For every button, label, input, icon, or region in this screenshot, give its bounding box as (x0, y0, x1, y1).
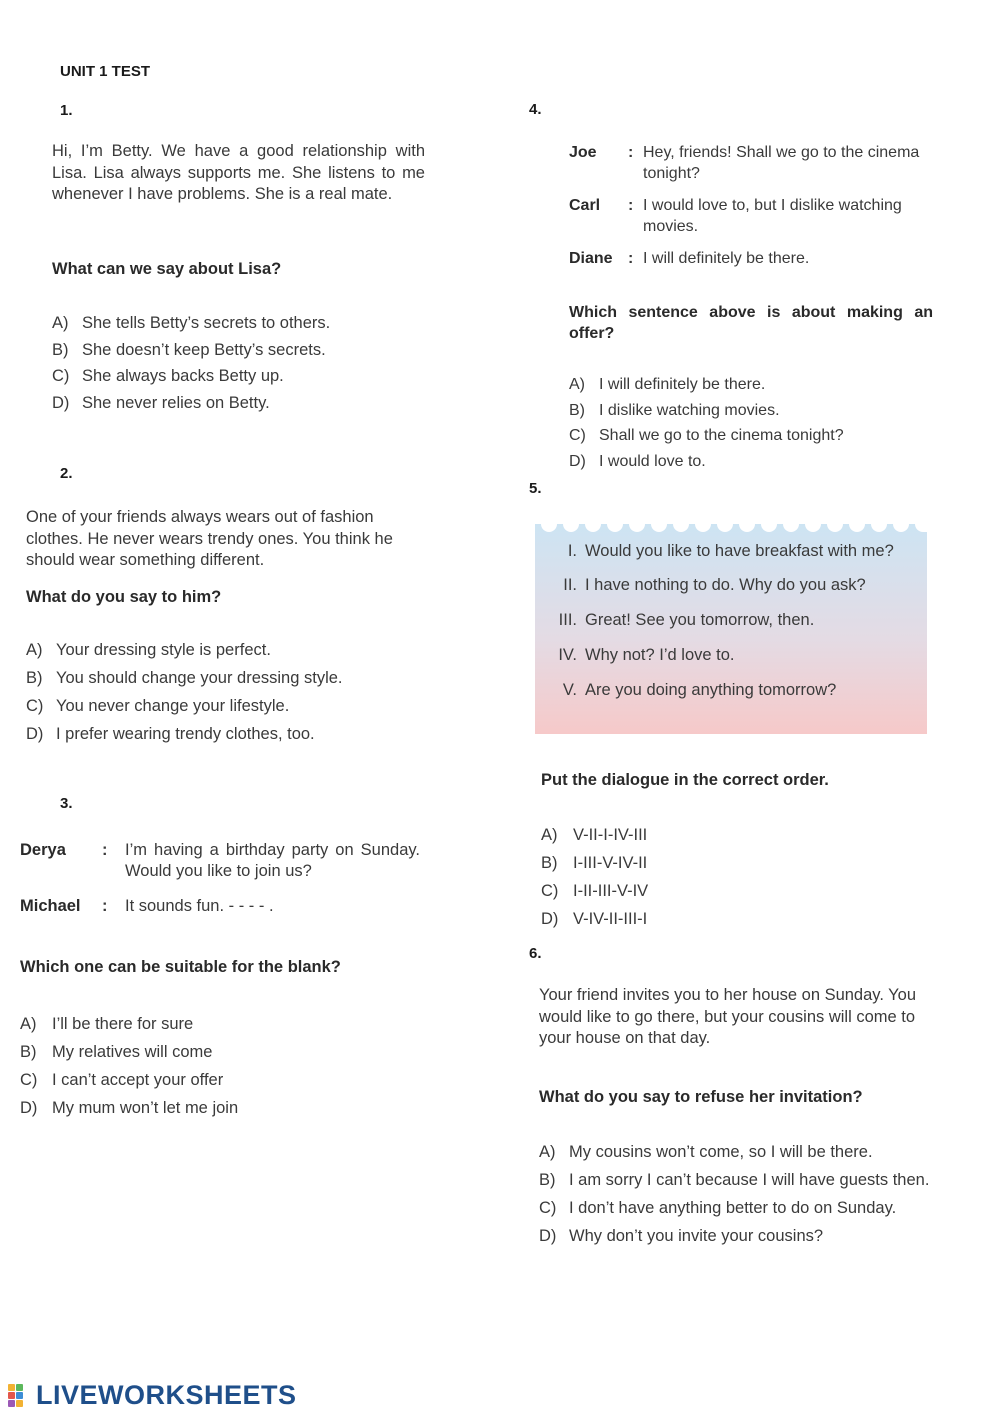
option-label: B) (539, 1171, 556, 1189)
dialogue-line (535, 644, 915, 666)
option-d[interactable] (52, 393, 432, 414)
option-d[interactable] (541, 909, 841, 930)
speaker-colon: : (628, 197, 634, 214)
option-d[interactable] (20, 1098, 400, 1119)
option-text: She doesn’t keep Betty’s secrets. (82, 340, 326, 359)
question-1-passage: Hi, I’m Betty. We have a good relationship with Lisa. Lisa always supports me. She listens to me whenever I have problems. She is a real mate. (52, 142, 425, 203)
question-4-prompt: Which sentence above is about making an offer? (569, 304, 933, 342)
speaker-name: Michael (20, 897, 81, 915)
dialogue-line (535, 679, 915, 701)
question-6-prompt: What do you say to refuse her invitation? (539, 1088, 863, 1106)
option-text: V-IV-II-III-I (573, 910, 648, 928)
option-text: Shall we go to the cinema tonight? (599, 427, 844, 444)
question-1-prompt: What can we say about Lisa? (52, 260, 282, 278)
option-a[interactable] (26, 640, 426, 661)
panel-scallop (629, 516, 645, 532)
option-text: I prefer wearing trendy clothes, too. (56, 725, 315, 743)
option-text: She never relies on Betty. (82, 393, 270, 412)
option-text: She tells Betty’s secrets to others. (82, 314, 331, 332)
option-b[interactable] (26, 668, 426, 689)
speaker-name: Joe (569, 144, 597, 161)
page-title: UNIT 1 TEST (60, 63, 151, 80)
option-c[interactable] (541, 881, 841, 902)
option-text: I-II-III-V-IV (573, 882, 649, 900)
option-label: D) (569, 452, 586, 470)
dialogue-line (569, 248, 933, 269)
dialogue-line (535, 609, 915, 631)
option-label: C) (541, 882, 559, 900)
option-text: You should change your dressing style. (56, 669, 343, 687)
option-text: I am sorry I can’t because I will have guests then. (569, 1171, 930, 1189)
panel-scallop (915, 516, 927, 532)
panel-scallop (673, 516, 689, 532)
option-d[interactable] (26, 724, 426, 745)
question-2-number: 2. (60, 465, 73, 482)
option-c[interactable] (539, 1198, 931, 1219)
question-3-options (20, 1014, 400, 1119)
option-label: D) (52, 393, 70, 412)
option-text: I dislike watching movies. (599, 401, 780, 419)
option-label: A) (26, 641, 43, 659)
option-a[interactable] (541, 825, 841, 846)
panel-scallop (695, 516, 711, 532)
option-text: Why don’t you invite your cousins? (569, 1227, 824, 1245)
option-label: C) (26, 697, 44, 715)
option-label: B) (20, 1043, 37, 1061)
option-c[interactable] (20, 1070, 400, 1091)
line-text: Would you like to have breakfast with me? (585, 542, 894, 560)
panel-scallop (739, 516, 755, 532)
option-label: D) (541, 910, 559, 928)
line-number: V. (562, 681, 577, 699)
option-text: I’ll be there for sure (52, 1015, 194, 1033)
dialogue-line (569, 142, 933, 184)
question-4-number: 4. (529, 101, 542, 118)
option-d[interactable] (569, 451, 933, 472)
dialogue-panel (535, 524, 927, 734)
question-2-prompt: What do you say to him? (26, 588, 222, 606)
option-a[interactable] (539, 1142, 931, 1163)
option-text: My relatives will come (52, 1043, 213, 1061)
speaker-name: Diane (569, 250, 613, 267)
speaker-colon: : (628, 250, 634, 267)
option-a[interactable] (20, 1014, 400, 1035)
dialogue-line (20, 896, 420, 917)
question-3-number: 3. (60, 795, 73, 812)
option-label: B) (26, 669, 43, 687)
question-6-number: 6. (529, 945, 542, 962)
option-label: D) (26, 725, 44, 743)
option-text: I would love to. (599, 452, 706, 470)
line-number: II. (563, 576, 577, 594)
option-label: A) (20, 1015, 37, 1033)
option-label: D) (539, 1227, 557, 1245)
option-b[interactable] (541, 853, 841, 874)
option-label: C) (569, 427, 586, 444)
panel-scallop (871, 516, 887, 532)
question-5-prompt: Put the dialogue in the correct order. (541, 771, 829, 789)
option-label: C) (52, 367, 70, 385)
option-c[interactable] (569, 425, 933, 446)
dialogue-line (535, 540, 915, 562)
panel-scallop (717, 516, 733, 532)
option-text: My cousins won’t come, so I will be there. (569, 1143, 873, 1161)
option-b[interactable] (539, 1170, 931, 1191)
utterance: Hey, friends! Shall we go to the cinema tonight? (643, 144, 920, 182)
option-label: A) (569, 376, 585, 393)
panel-scallop (563, 516, 579, 532)
question-2-passage: One of your friends always wears out of fashion clothes. He never wears trendy ones. You think he should wear something different. (26, 508, 393, 569)
option-label: B) (541, 854, 558, 872)
option-text: I-III-V-IV-II (573, 854, 648, 872)
utterance: It sounds fun. - - - - . (125, 897, 274, 915)
line-number: IV. (558, 646, 577, 664)
speaker-colon: : (102, 897, 108, 915)
option-b[interactable] (52, 340, 432, 361)
speaker-colon: : (102, 841, 108, 859)
panel-scallop (607, 516, 623, 532)
option-label: D) (20, 1099, 38, 1117)
line-text: Why not? I’d love to. (585, 646, 735, 664)
line-text: Great! See you tomorrow, then. (585, 611, 815, 629)
blocks-icon (8, 1384, 34, 1408)
speaker-name: Carl (569, 197, 601, 214)
speaker-colon: : (628, 144, 634, 161)
question-3-dialogue (20, 840, 420, 917)
question-6-passage: Your friend invites you to her house on Sunday. You would like to go there, but your cousins will come to your house on that day. (539, 986, 917, 1047)
panel-scallop (541, 516, 557, 532)
dialogue-line (535, 574, 915, 596)
option-a[interactable] (52, 313, 432, 334)
option-c[interactable] (26, 696, 426, 717)
option-text: Your dressing style is perfect. (56, 641, 271, 659)
option-a[interactable] (569, 374, 933, 395)
utterance: I would love to, but I dislike watching movies. (643, 197, 902, 235)
panel-scallop (893, 516, 909, 532)
option-label: A) (52, 314, 69, 332)
option-text: V-II-I-IV-III (573, 826, 648, 844)
question-1-number: 1. (60, 102, 73, 119)
panel-scallop (761, 516, 777, 532)
question-5-options (541, 825, 841, 930)
panel-scallop (585, 516, 601, 532)
line-number: III. (558, 611, 577, 629)
line-text: Are you doing anything tomorrow? (585, 681, 837, 699)
speaker-name: Derya (20, 841, 66, 859)
logo-text: LIVEWORKSHEETS (36, 1380, 297, 1410)
panel-scallop (849, 516, 865, 532)
panel-scallop (783, 516, 799, 532)
option-label: B) (569, 401, 585, 419)
option-text: You never change your lifestyle. (56, 697, 290, 715)
option-c[interactable] (52, 366, 432, 387)
option-label: B) (52, 340, 69, 359)
option-text: I can’t accept your offer (52, 1071, 224, 1089)
question-4-options (569, 374, 933, 472)
question-4-dialogue (569, 142, 933, 269)
dialogue-lines (535, 540, 915, 701)
option-text: I will definitely be there. (599, 376, 766, 393)
panel-scallop (827, 516, 843, 532)
question-3-prompt: Which one can be suitable for the blank? (20, 958, 341, 976)
option-text: I don’t have anything better to do on Sunday. (569, 1199, 897, 1217)
line-number: I. (567, 542, 577, 560)
question-5-number: 5. (529, 480, 542, 497)
liveworksheets-logo[interactable] (8, 1380, 297, 1411)
line-text: I have nothing to do. Why do you ask? (585, 576, 866, 594)
panel-scallop (805, 516, 821, 532)
utterance: I will definitely be there. (643, 250, 810, 267)
panel-scallop (651, 516, 667, 532)
question-1-options (52, 313, 432, 414)
option-label: C) (539, 1199, 557, 1217)
option-b[interactable] (20, 1042, 400, 1063)
option-text: My mum won’t let me join (52, 1099, 239, 1117)
option-label: A) (541, 826, 558, 844)
dialogue-line (20, 840, 420, 882)
question-6-options (539, 1142, 931, 1247)
option-label: C) (20, 1071, 38, 1089)
option-b[interactable] (569, 400, 933, 421)
utterance: I’m having a birthday party on Sunday. Would you like to join us? (125, 841, 420, 880)
option-label: A) (539, 1143, 556, 1161)
question-2-options (26, 640, 426, 745)
dialogue-line (569, 195, 933, 237)
option-text: She always backs Betty up. (82, 367, 284, 385)
option-d[interactable] (539, 1226, 931, 1247)
